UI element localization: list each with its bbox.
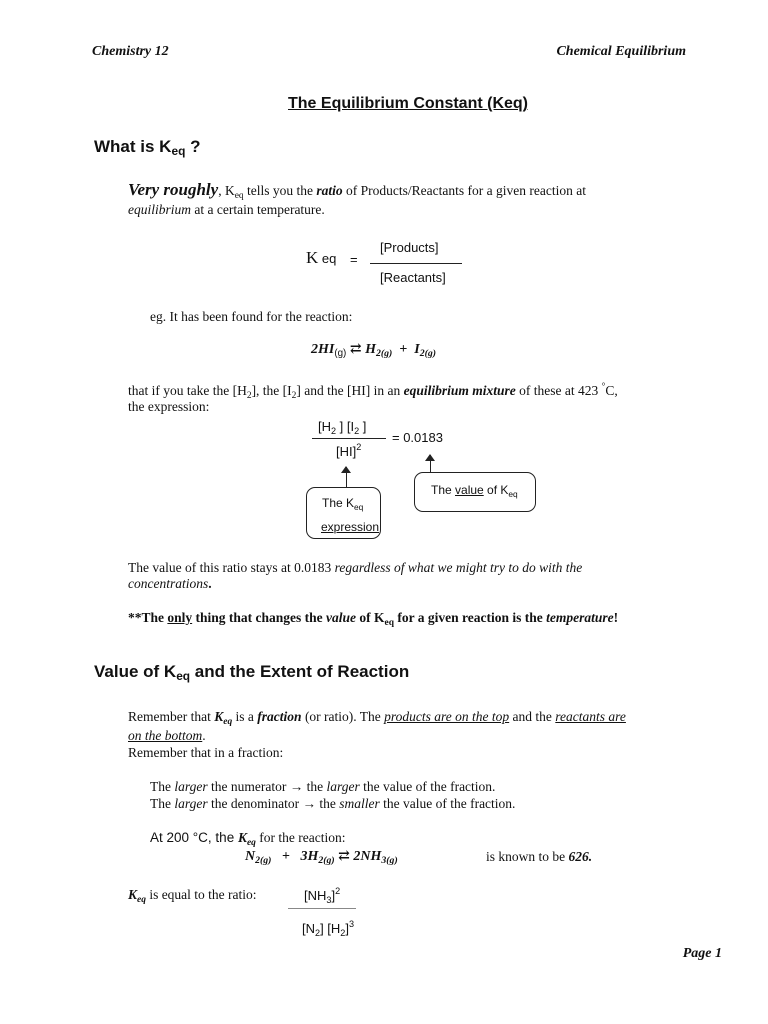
keq-fraction-bar (370, 263, 462, 264)
remember-line2: on the bottom. (128, 728, 206, 743)
page-number: Page 1 (682, 946, 722, 961)
value-para-line1: The value of this ratio stays at 0.0183 regardless of what we might try to do with the (128, 560, 583, 575)
intro-line2: equilibrium at a certain temperature. (128, 202, 325, 217)
keq-denominator: [Reactants] (380, 270, 446, 285)
ratio-denominator: $[N_2]$ $[H_2]^3$ (302, 919, 355, 938)
larger-numerator-line: The larger the numerator → the larger the value of the fraction. (150, 779, 496, 794)
ratio-line-label: $K_{eq}$ is equal to the ratio: (128, 887, 257, 905)
ratio-fraction-bar (288, 908, 356, 909)
keq-equals: = (350, 252, 358, 267)
larger-denominator-line: The larger the denominator → the smaller the value of the fraction. (150, 796, 516, 811)
at200-line: At 200 °C, the $K_{eq}$ for the reaction: (150, 830, 346, 848)
callout-keq-expression: The $K_{eq}$ expression (306, 487, 381, 539)
that-if-line2: the expression: (128, 399, 210, 414)
reaction-nh3: $N_{2(g)}$ + $3H_{2(g)}$ ⇄ $2NH_{3(g)}$ (245, 849, 398, 866)
remember-line3: Remember that in a fraction: (128, 745, 284, 760)
keq-symbol: K eq (306, 248, 337, 267)
intro-line1: Very roughly, $K_{eq}$ tells you the ratio of Products/Reactants for a given reaction at (128, 180, 586, 201)
expr-numerator: [$H_2$ ] [$I_2$ ] (318, 419, 367, 436)
value-para-line2: concentrations. (128, 576, 212, 591)
section2-heading: Value of $K_{eq}$ and the Extent of Reaction (94, 662, 410, 683)
header-left: Chemistry 12 (92, 44, 169, 59)
arrow-up-right (430, 455, 431, 473)
reaction-hi: $2HI_{(g)}$ ⇄ $H_{2(g)} + I_{2(g)}$ (311, 342, 437, 359)
expr-denominator: [HI]$^2$ (336, 442, 362, 459)
keq-numerator: [Products] (380, 240, 439, 255)
arrow-up-left (346, 467, 347, 487)
remember-line1: Remember that $K_{eq}$ is a fraction (or ratio). The products are on the top and the reactants are (128, 709, 626, 727)
header-right: Chemical Equilibrium (556, 44, 686, 59)
ratio-numerator: $[NH_3]^2$ (304, 886, 341, 905)
eg-text: eg. It has been found for the reaction: (150, 309, 353, 324)
known-to-be: is known to be 626. (486, 849, 593, 864)
section1-heading: What is $K_{eq}$ ? (94, 137, 201, 158)
page-title: The Equilibrium Constant (Keq) (288, 95, 528, 112)
callout-keq-value: The value of $K_{eq}$ (414, 472, 536, 512)
expr-value: = 0.0183 (392, 430, 443, 445)
temperature-note: **The only thing that changes the value of $K_{eq}$ for a given reaction is the temperature! (128, 610, 619, 628)
that-if-line1: that if you take the $[H_2]$, the $[I_2]$ and the [HI] in an equilibrium mixture of these at 423 °C, (128, 382, 618, 401)
expr-fraction-bar (312, 438, 386, 439)
